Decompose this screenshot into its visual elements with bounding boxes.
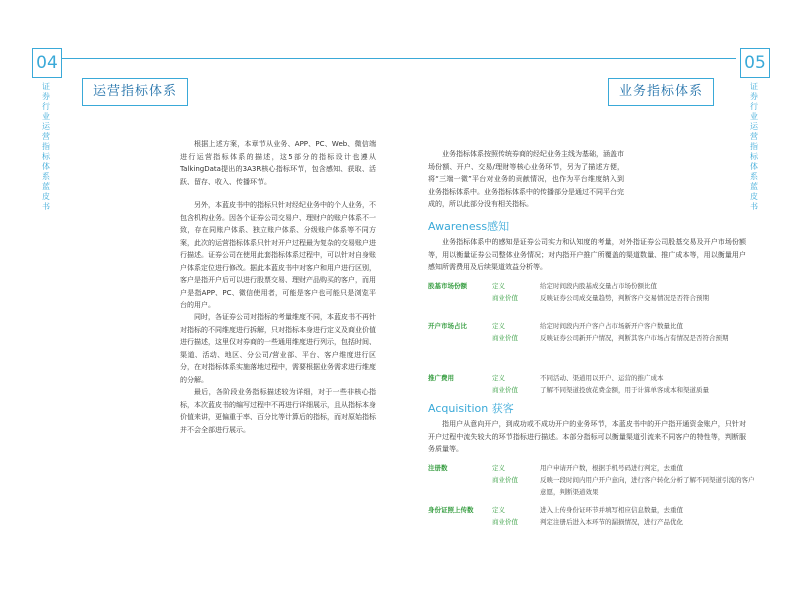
metric-name: 开户市场占比 <box>428 322 467 330</box>
acquisition-description: 指用户从意向开户，到成功或不成功开户的业务环节，本蓝皮书中的开户指开通资金账户，只针对开户过程中流失较大的环节指标进行描述。本部分指标可以衡量渠道引流来不同客户的特性等，判断服务质量等。 <box>428 420 746 453</box>
page-number-box: 04 <box>32 48 62 78</box>
section-title: 业务指标体系 <box>608 78 714 106</box>
table-row <box>428 332 758 356</box>
awareness-description: 业务指标体系中的感知是证券公司实力和认知度的考量，对外指证券公司股基交易及开户市场份额等，用以衡量证券公司整体业务情况；对内指开户推广所覆盖的渠道数量、推广成本等，用以衡量用户感知所需费用及后续渠道效益分析等。 <box>428 238 746 271</box>
metric-text: 反映一段时间内用户开户意向，进行客户转化分析了解不同渠道引流的客户意愿，判断渠道效果 <box>540 476 755 496</box>
metric-type: 商业价值 <box>492 476 518 484</box>
metric-text: 判定注册后进入本环节的漏损情况，进行产品优化 <box>540 518 683 526</box>
table-row <box>428 462 758 474</box>
table-row <box>428 474 758 498</box>
table-row <box>428 280 758 292</box>
table-row <box>428 292 758 304</box>
metric-type: 定义 <box>492 506 505 514</box>
metric-type: 定义 <box>492 374 505 382</box>
metric-type: 商业价值 <box>492 518 518 526</box>
metric-text: 反映证券公司成交量趋势，判断客户交易情况是否符合预期 <box>540 294 709 302</box>
table-row <box>428 320 758 332</box>
table-row <box>428 384 758 396</box>
side-title: 证券行业运营指标体系蓝皮书 <box>750 82 758 211</box>
metric-type: 定义 <box>492 282 505 290</box>
metric-text: 给定时间段内股基成交量占市场份额比值 <box>540 282 657 290</box>
metric-type: 商业价值 <box>492 294 518 302</box>
metric-text: 用户申请开户数，根据手机号码进行判定，去重值 <box>540 464 683 472</box>
metric-name: 注册数 <box>428 464 448 472</box>
side-title: 证券行业运营指标体系蓝皮书 <box>42 82 50 211</box>
metric-text: 给定时间段内开户客户占市场新开户客户数量比值 <box>540 322 683 330</box>
paragraph-1: 根据上述方案，本章节从业务、APP、PC、Web、微信端进行运营指标体系的描述，这5部分的指标设计也遵从TalkingData提出的3A3R核心指标环节，包含感知、获取、活跃、留存、收入、传播环节。 <box>180 140 376 186</box>
header-rule <box>62 58 400 59</box>
metric-text: 反映证券公司新开户情况，判断其客户市场占有情况是否符合预期 <box>540 334 729 342</box>
section-title: 运营指标体系 <box>82 78 188 106</box>
metric-type: 商业价值 <box>492 386 518 394</box>
metric-text: 了解不同渠道投放花费金额，用于计算单客成本和渠道质量 <box>540 386 709 394</box>
metric-text: 不同活动、渠道用以开户、运营的推广成本 <box>540 374 664 382</box>
metric-text: 进入上传身份证环节并填写相应信息数量，去重值 <box>540 506 683 514</box>
awareness-table <box>428 280 758 396</box>
table-row <box>428 504 758 516</box>
paragraph-3: 同时，各证券公司对指标的考量维度不同，本蓝皮书不再针对指标的不同维度进行拆解，只对指标本身进行定义及商业价值进行描述，这里仅对券商的一些通用维度进行列示，包括时间、渠道、活动、地区、分公司/营业部、平台、客户维度进行区分，在对指标体系实施落地过程中，需要根据业务需求进行维度的分解。 <box>180 313 376 384</box>
acquisition-table <box>428 462 758 528</box>
metric-type: 商业价值 <box>492 334 518 342</box>
metric-type: 定义 <box>492 322 505 330</box>
paragraph-2: 另外，本蓝皮书中的指标只针对经纪业务中的个人业务，不包含机构业务。因各个证券公司交易户、理财户的账户体系不一致，存在同账户体系、独立账户体系、分级账户体系等不同方案，此次的运营指标体系只针对开户过程最为复杂的交易账户进行描述。证券公司在使用此套指标体系过程中，可以针对自身账户体系定位进行修改。据此本蓝皮书中对客户和用户进行区别，客户是指开户后可以进行股票交易、理财产品购买的客户，而用户是指APP、PC、微信使用者，可能是客户也可能只是浏览平台的用户。 <box>180 201 376 309</box>
awareness-heading: Awareness感知 <box>428 220 510 233</box>
metric-name: 推广费用 <box>428 374 454 382</box>
table-row <box>428 516 758 528</box>
header-rule <box>400 58 736 59</box>
acquisition-heading: Acquisition 获客 <box>428 402 514 415</box>
metric-type: 定义 <box>492 464 505 472</box>
intro-paragraph: 业务指标体系按照传统券商的经纪业务主线为基础，涵盖市场份额、开户、交易/理财等核心业务环节，另为了描述方便，将“三端一微”平台对业务的贡献情况，也作为平台维度纳入到业务指标体系中。业务指标体系中的传播部分是通过不同平台完成的，所以此部分没有相关指标。 <box>428 150 624 208</box>
metric-name: 身份证照上传数 <box>428 506 474 514</box>
page-number-box: 05 <box>740 48 770 78</box>
metric-name: 股基市场份额 <box>428 282 467 290</box>
paragraph-4: 最后，各阶段业务指标描述较为详细，对于一些非核心指标，本次蓝皮书的编写过程中不再进行详细展示，且从指标本身价值来讲，更偏重于率、百分比等计算后的指标，而对原始指标并不会全部进行展示。 <box>180 388 376 434</box>
table-row <box>428 372 758 384</box>
right-page <box>400 0 800 605</box>
